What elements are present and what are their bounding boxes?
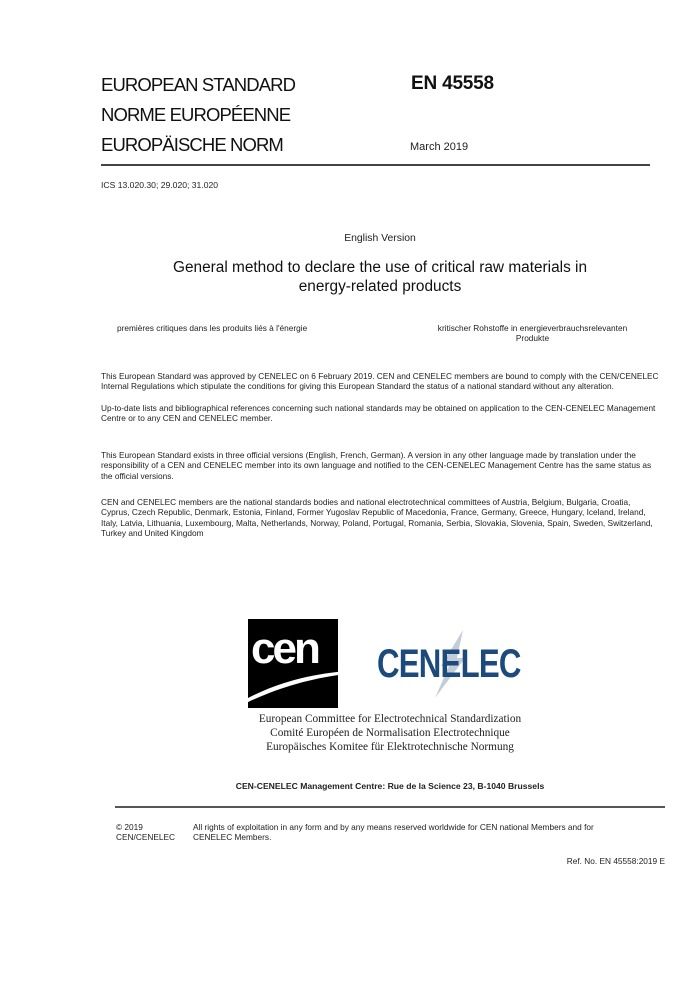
cenelec-logo xyxy=(375,628,545,700)
members-paragraph: CEN and CENELEC members are the national standards bodies and national electrotechnical committees of Austria, Belgium, Bulgaria, Croatia, Cyprus, Czech Republic, Denmark, Estonia, Finland, Former Yugoslav Republic of Macedonia, France, Germany, Greece, Hungary, Iceland, Ireland, Italy, Latvia, Lithuania, Luxembourg, Malta, Netherlands, Norway, Poland, Portugal, Romania, Serbia, Slovakia, Slovenia, Spain, Sweden, Switzerland, Turkey and United Kingdom xyxy=(101,497,653,539)
committee-name-french: Comité Européen de Normalisation Electrotechnique xyxy=(270,727,510,739)
rights-statement xyxy=(193,822,663,843)
german-title xyxy=(420,323,645,344)
ics-codes: ICS 13.020.30; 29.020; 31.020 xyxy=(101,180,219,190)
committee-name-english: European Committee for Electrotechnical Standardization xyxy=(258,713,522,725)
standard-number: EN 45558 xyxy=(411,73,494,94)
document-title-line2: energy-related products xyxy=(298,278,462,295)
header-divider xyxy=(101,164,650,166)
french-title: premières critiques dans les produits liés à l'énergie xyxy=(117,323,308,333)
copyright xyxy=(116,822,175,843)
title-english: EUROPEAN STANDARD xyxy=(101,74,296,95)
cenelec-logo-text: CENELEC xyxy=(377,642,521,686)
reference-number: Ref. No. EN 45558:2019 E xyxy=(566,856,665,866)
cen-logo-graphic xyxy=(248,619,348,711)
versions-paragraph: This European Standard exists in three official versions (English, French, German). A version in any other language made by translation under the responsibility of a CEN and CENELEC member into its own language and notified to the CEN-CENELEC Management Centre has the same status as the official versions. xyxy=(101,450,652,481)
document-title-line1: General method to declare the use of critical raw materials in xyxy=(172,259,588,276)
document-title xyxy=(100,258,660,296)
management-centre-address: CEN-CENELEC Management Centre: Rue de la Science 23, B-1040 Brussels xyxy=(235,781,545,791)
rights-line1: All rights of exploitation in any form and by any means reserved worldwide for CEN national Members and for xyxy=(193,822,594,832)
cen-logo xyxy=(248,619,340,709)
german-title-line2: Produkte xyxy=(515,333,550,344)
approval-paragraph: This European Standard was approved by CENELEC on 6 February 2019. CEN and CENELEC members are bound to comply with the CEN/CENELEC Internal Regulations which stipulate the conditions for giving this European Standard the status of a national standard without any alteration. xyxy=(101,371,659,392)
copyright-year: © 2019 xyxy=(116,822,143,832)
cen-logo-text: cen xyxy=(251,624,318,673)
references-paragraph: Up-to-date lists and bibliographical references concerning such national standards may be obtained on application to the CEN-CENELEC Management Centre or to any CEN and CENELEC member. xyxy=(101,403,656,424)
rights-line2: CENELEC Members. xyxy=(193,832,272,843)
publication-date: March 2019 xyxy=(410,141,469,153)
version-label: English Version xyxy=(344,233,416,244)
footer-divider xyxy=(115,806,665,808)
committee-name-german: Europäisches Komitee für Elektrotechnische Normung xyxy=(266,741,514,753)
german-title-line1: kritischer Rohstoffe in energieverbrauchsrelevanten xyxy=(437,323,628,333)
title-german: EUROPÄISCHE NORM xyxy=(101,134,283,155)
copyright-owner: CEN/CENELEC xyxy=(116,832,176,843)
title-french: NORME EUROPÉENNE xyxy=(101,104,291,125)
